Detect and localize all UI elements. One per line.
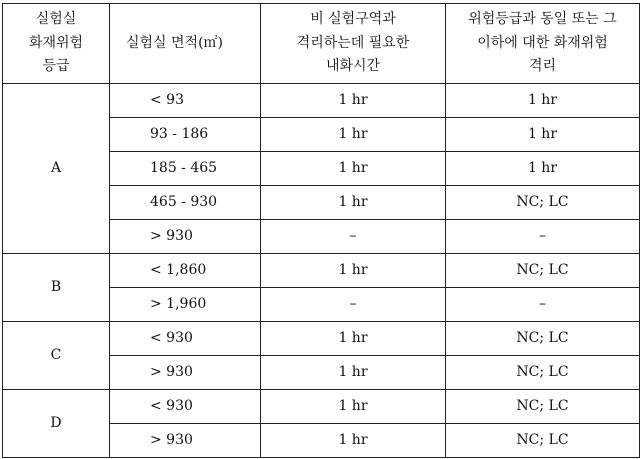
- header-area: 실험실 면적(㎡): [110, 4, 261, 84]
- separation-cell: 1 hr: [261, 390, 446, 424]
- same-grade-cell: 1 hr: [446, 118, 640, 152]
- area-cell: > 930: [110, 356, 261, 390]
- separation-cell: 1 hr: [261, 356, 446, 390]
- separation-cell: 1 hr: [261, 254, 446, 288]
- header-grade-line: 등급: [42, 58, 70, 75]
- same-grade-cell: 1 hr: [446, 152, 640, 186]
- area-cell: 465 - 930: [110, 186, 261, 220]
- grade-cell-c: C: [3, 322, 110, 390]
- same-grade-cell: 1 hr: [446, 84, 640, 118]
- separation-cell: –: [261, 220, 446, 254]
- header-separation-line: 격리하는데 필요한: [296, 34, 410, 51]
- separation-cell: 1 hr: [261, 152, 446, 186]
- same-grade-cell: –: [446, 288, 640, 322]
- same-grade-cell: –: [446, 220, 640, 254]
- area-cell: < 1,860: [110, 254, 261, 288]
- header-separation-line: 비 실험구역과: [310, 10, 396, 27]
- area-cell: > 930: [110, 220, 261, 254]
- area-cell: > 930: [110, 424, 261, 458]
- table-row: [3, 322, 640, 356]
- area-cell: > 1,960: [110, 288, 261, 322]
- header-row: [3, 4, 640, 84]
- header-grade-line: 실험실: [35, 10, 77, 27]
- header-same-grade-line: 이하에 대한 화재위험: [477, 34, 608, 51]
- fire-hazard-table: [2, 3, 640, 458]
- header-separation: [261, 4, 446, 84]
- separation-cell: 1 hr: [261, 186, 446, 220]
- separation-cell: 1 hr: [261, 118, 446, 152]
- table-row: [3, 84, 640, 118]
- header-same-grade-line: 위험등급과 동일 또는 그: [468, 10, 617, 27]
- area-cell: < 930: [110, 322, 261, 356]
- area-cell: < 93: [110, 84, 261, 118]
- same-grade-cell: NC; LC: [446, 186, 640, 220]
- area-cell: 93 - 186: [110, 118, 261, 152]
- header-separation-line: 내화시간: [325, 58, 381, 75]
- same-grade-cell: NC; LC: [446, 424, 640, 458]
- separation-cell: 1 hr: [261, 322, 446, 356]
- header-grade: [3, 4, 110, 84]
- table-row: [3, 390, 640, 424]
- separation-cell: 1 hr: [261, 84, 446, 118]
- same-grade-cell: NC; LC: [446, 390, 640, 424]
- table-body: [3, 84, 640, 458]
- same-grade-cell: NC; LC: [446, 356, 640, 390]
- grade-cell-d: D: [3, 390, 110, 458]
- header-same-grade-line: 격리: [528, 58, 557, 75]
- separation-cell: 1 hr: [261, 424, 446, 458]
- same-grade-cell: NC; LC: [446, 254, 640, 288]
- header-grade-line: 화재위험: [28, 34, 84, 51]
- same-grade-cell: NC; LC: [446, 322, 640, 356]
- area-cell: 185 - 465: [110, 152, 261, 186]
- table-row: [3, 254, 640, 288]
- grade-cell-a: A: [3, 84, 110, 254]
- separation-cell: –: [261, 288, 446, 322]
- area-cell: < 930: [110, 390, 261, 424]
- grade-cell-b: B: [3, 254, 110, 322]
- header-same-grade: [446, 4, 640, 84]
- table-header: [3, 4, 640, 84]
